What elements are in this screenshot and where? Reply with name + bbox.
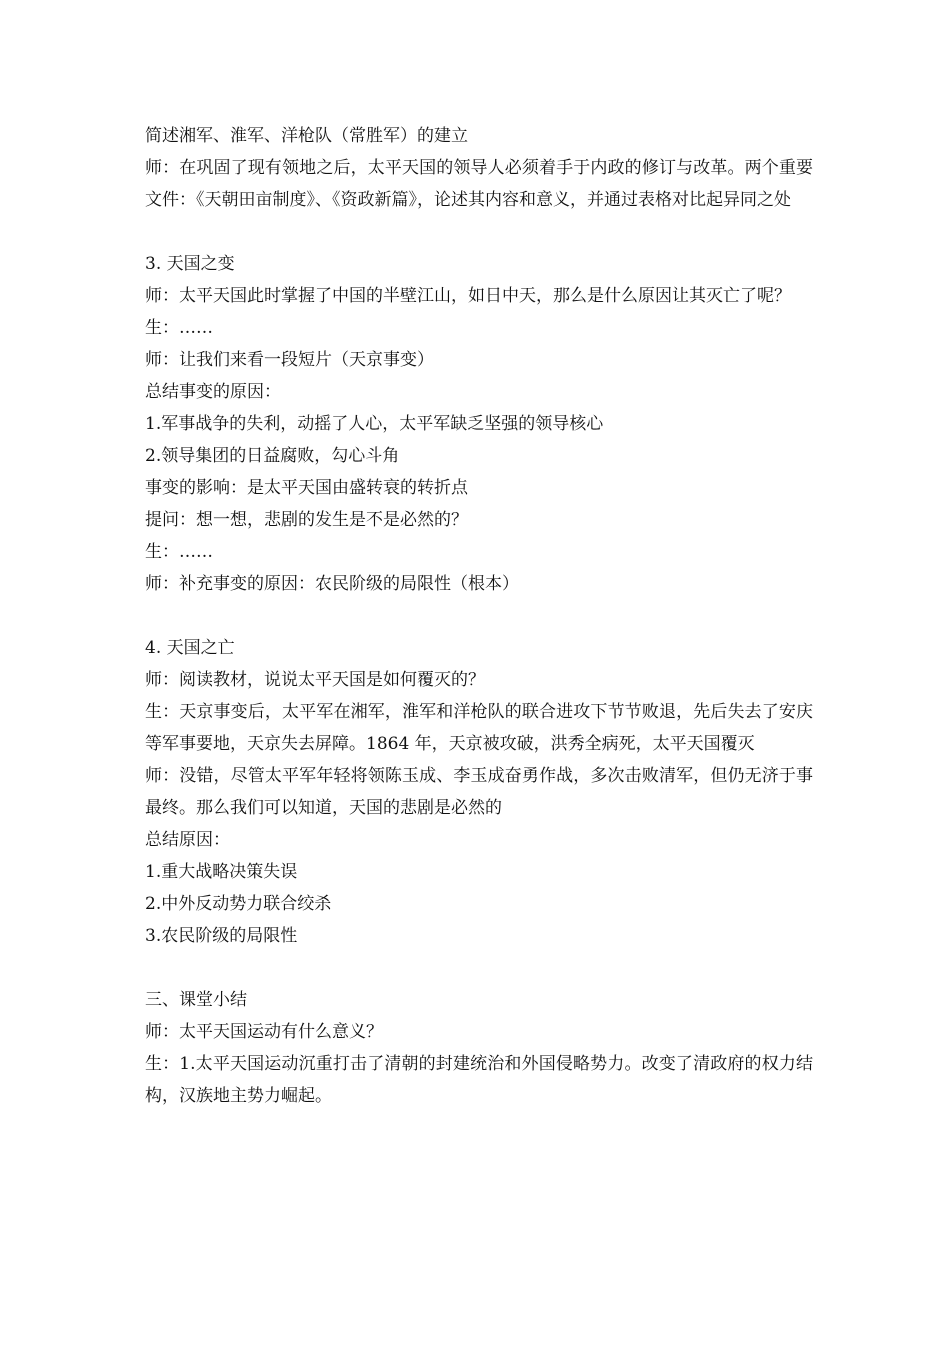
text-line: 师：阅读教材，说说太平天国是如何覆灭的？ (145, 670, 485, 690)
list-item: 1.军事战争的失利，动摇了人心，太平军缺乏坚强的领导核心 (145, 414, 604, 434)
text-line: 师：太平天国此时掌握了中国的半壁江山，如日中天，那么是什么原因让其灭亡了呢？ (145, 286, 791, 306)
text-line: 师：太平天国运动有什么意义？ (145, 1022, 383, 1042)
text-line: 生：…… (145, 318, 213, 338)
text-line: 提问：想一想，悲剧的发生是不是必然的？ (145, 510, 468, 530)
section-heading: 4. 天国之亡 (145, 638, 235, 658)
section-heading: 3. 天国之变 (145, 254, 235, 274)
paragraph-gap (145, 216, 813, 248)
text-line: 总结事变的原因： (145, 382, 281, 402)
text-line: 师：在巩固了现有领地之后，太平天国的领导人必须着手于内政的修订与改革。两个重要文件：《天朝田亩制度》、《资政新篇》，论述其内容和意义，并通过表格对比起异同之处 (145, 158, 813, 210)
text-line: 简述湘军、淮军、洋枪队（常胜军）的建立 (145, 126, 468, 146)
text-line: 生：…… (145, 542, 213, 562)
list-item: 3.农民阶级的局限性 (145, 926, 298, 946)
text-line: 师：补充事变的原因：农民阶级的局限性（根本） (145, 574, 519, 594)
list-item: 1.重大战略决策失误 (145, 862, 298, 882)
section-heading: 三、课堂小结 (145, 990, 247, 1010)
text-line: 生：1.太平天国运动沉重打击了清朝的封建统治和外国侵略势力。改变了清政府的权力结构，汉族地主势力崛起。 (145, 1054, 813, 1106)
text-line: 生：天京事变后，太平军在湘军，淮军和洋枪队的联合进攻下节节败退，先后失去了安庆等军事要地，天京失去屏障。1864 年，天京被攻破，洪秀全病死，太平天国覆灭 (145, 702, 813, 754)
document-body (145, 120, 813, 1112)
paragraph-gap (145, 952, 813, 984)
list-item: 2.中外反动势力联合绞杀 (145, 894, 332, 914)
list-item: 2.领导集团的日益腐败，勾心斗角 (145, 446, 400, 466)
text-line: 总结原因： (145, 830, 230, 850)
paragraph-gap (145, 600, 813, 632)
text-line: 师：让我们来看一段短片（天京事变） (145, 350, 434, 370)
text-line: 师：没错，尽管太平军年轻将领陈玉成、李玉成奋勇作战，多次击败清军，但仍无济于事最终。那么我们可以知道，天国的悲剧是必然的 (145, 766, 813, 818)
text-line: 事变的影响：是太平天国由盛转衰的转折点 (145, 478, 468, 498)
